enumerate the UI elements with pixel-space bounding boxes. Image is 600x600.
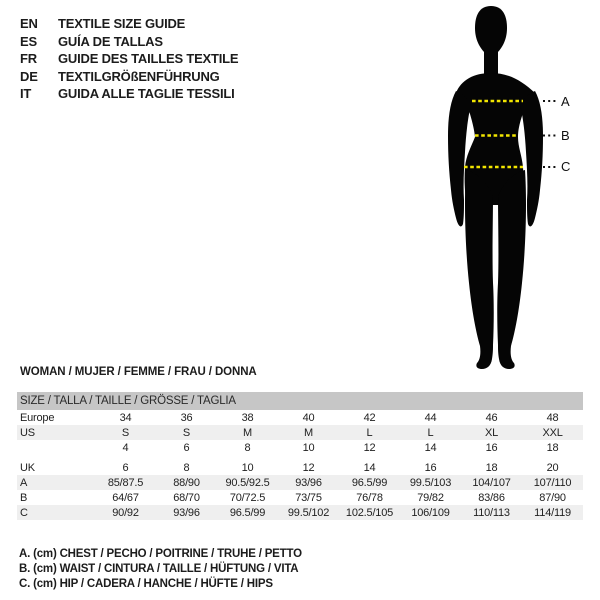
- size-cell: 76/78: [356, 491, 383, 504]
- woman-silhouette-figure: [430, 0, 600, 380]
- table-row: [17, 505, 583, 520]
- language-label: GUIDE DES TAILLES TEXTILE: [58, 51, 239, 67]
- size-cell: 85/87.5: [107, 476, 144, 489]
- size-cell: 12: [302, 461, 315, 474]
- language-title-block: [20, 15, 238, 103]
- size-cell: 96.5/99: [351, 476, 388, 489]
- size-cell: 114/119: [534, 506, 571, 519]
- size-cell: 93/96: [173, 506, 200, 519]
- language-code: ES: [20, 33, 37, 49]
- size-table: [17, 392, 583, 520]
- size-cell: 87/90: [539, 491, 566, 504]
- language-label: TEXTILE SIZE GUIDE: [58, 16, 186, 31]
- size-cell: 70/72.5: [229, 491, 266, 504]
- size-cell: L: [366, 426, 373, 439]
- language-row-en: [20, 15, 238, 33]
- size-cell: 14: [363, 461, 376, 474]
- size-cell: 90.5/92.5: [225, 476, 270, 489]
- size-cell: 38: [241, 411, 254, 424]
- size-cell: M: [243, 426, 252, 439]
- size-cell: 12: [363, 441, 376, 454]
- size-cell: 8: [183, 461, 190, 474]
- size-cell: 6: [122, 461, 129, 474]
- size-cell: 18: [485, 461, 498, 474]
- size-cell: 42: [363, 411, 376, 424]
- size-cell: 110/113: [473, 506, 510, 519]
- table-header-row: [17, 392, 583, 410]
- size-cell: 99.5/103: [409, 476, 452, 489]
- language-code: EN: [20, 16, 38, 31]
- size-cell: 48: [546, 411, 559, 424]
- marker-letter-hip: C: [561, 159, 571, 174]
- size-cell: 99.5/102: [287, 506, 330, 519]
- row-label: US: [20, 426, 35, 439]
- size-cell: 96.5/99: [229, 506, 266, 519]
- size-cell: 34: [119, 411, 132, 424]
- language-code: IT: [20, 86, 32, 102]
- legend-item-hip: C. (cm) HIP / CADERA / HANCHE / HÜFTE / HIPS: [19, 577, 273, 590]
- legend-item-waist: B. (cm) WAIST / CINTURA / TAILLE / HÜFTUNG / VITA: [19, 562, 299, 575]
- table-row: [17, 425, 583, 440]
- section-title-woman: WOMAN / MUJER / FEMME / FRAU / DONNA: [20, 366, 257, 378]
- size-cell: 107/110: [533, 476, 572, 489]
- size-cell: M: [304, 426, 313, 439]
- size-cell: 16: [424, 461, 437, 474]
- row-label: A: [20, 476, 28, 489]
- size-cell: 10: [241, 461, 254, 474]
- table-row: [17, 440, 583, 455]
- language-row-es: [20, 33, 238, 51]
- legend-item-chest: A. (cm) CHEST / PECHO / POITRINE / TRUHE / PETTO: [19, 548, 302, 560]
- row-label: Europe: [20, 411, 55, 424]
- size-cell: S: [182, 426, 191, 439]
- woman-silhouette-icon: [430, 0, 600, 380]
- size-cell: 44: [424, 411, 437, 424]
- size-cell: 14: [424, 441, 437, 454]
- table-header-label: SIZE / TALLA / TAILLE / GRÖSSE / TAGLIA: [17, 392, 583, 410]
- size-cell: 93/96: [295, 476, 322, 489]
- size-cell: 79/82: [417, 491, 444, 504]
- size-table-body: [17, 410, 583, 520]
- language-code: DE: [20, 68, 38, 84]
- size-cell: 20: [546, 461, 559, 474]
- size-cell: 102.5/105: [345, 506, 394, 519]
- size-cell: 68/70: [173, 491, 200, 504]
- size-cell: 88/90: [173, 476, 200, 489]
- size-cell: 90/92: [112, 506, 139, 519]
- language-code: FR: [20, 51, 37, 67]
- table-row: [17, 475, 583, 490]
- size-cell: 18: [546, 441, 559, 454]
- marker-letter-chest: A: [561, 94, 570, 109]
- language-label: GUIDA ALLE TAGLIE TESSILI: [58, 86, 235, 102]
- language-row-de: [20, 68, 238, 86]
- table-row: [17, 410, 583, 425]
- size-cell: 64/67: [112, 491, 139, 504]
- size-cell: XL: [484, 426, 499, 439]
- size-cell: 40: [302, 411, 315, 424]
- row-label: [17, 440, 95, 455]
- size-cell: S: [121, 426, 130, 439]
- marker-letter-waist: B: [561, 128, 570, 143]
- size-cell: 10: [302, 441, 315, 454]
- size-cell: 46: [485, 411, 498, 424]
- size-cell: 73/75: [295, 491, 322, 504]
- table-row: [17, 490, 583, 505]
- size-cell: 106/109: [411, 506, 450, 519]
- row-label: UK: [20, 461, 35, 474]
- language-label: GUÍA DE TALLAS: [58, 33, 163, 49]
- measurement-legend: [19, 547, 302, 591]
- language-row-fr: [20, 50, 238, 68]
- table-row: [17, 460, 583, 475]
- size-cell: 83/86: [478, 491, 505, 504]
- size-cell: 36: [180, 411, 193, 424]
- language-row-it: [20, 85, 238, 103]
- size-cell: L: [427, 426, 434, 439]
- size-cell: 16: [485, 441, 498, 454]
- size-cell: 6: [183, 441, 190, 454]
- language-label: TEXTILGRÖßENFÜHRUNG: [58, 68, 220, 84]
- size-cell: 8: [244, 441, 251, 454]
- row-label: B: [20, 491, 28, 504]
- row-label: C: [20, 506, 28, 519]
- size-cell: 104/107: [472, 476, 511, 489]
- size-cell: 4: [122, 441, 129, 454]
- size-cell: XXL: [542, 426, 563, 439]
